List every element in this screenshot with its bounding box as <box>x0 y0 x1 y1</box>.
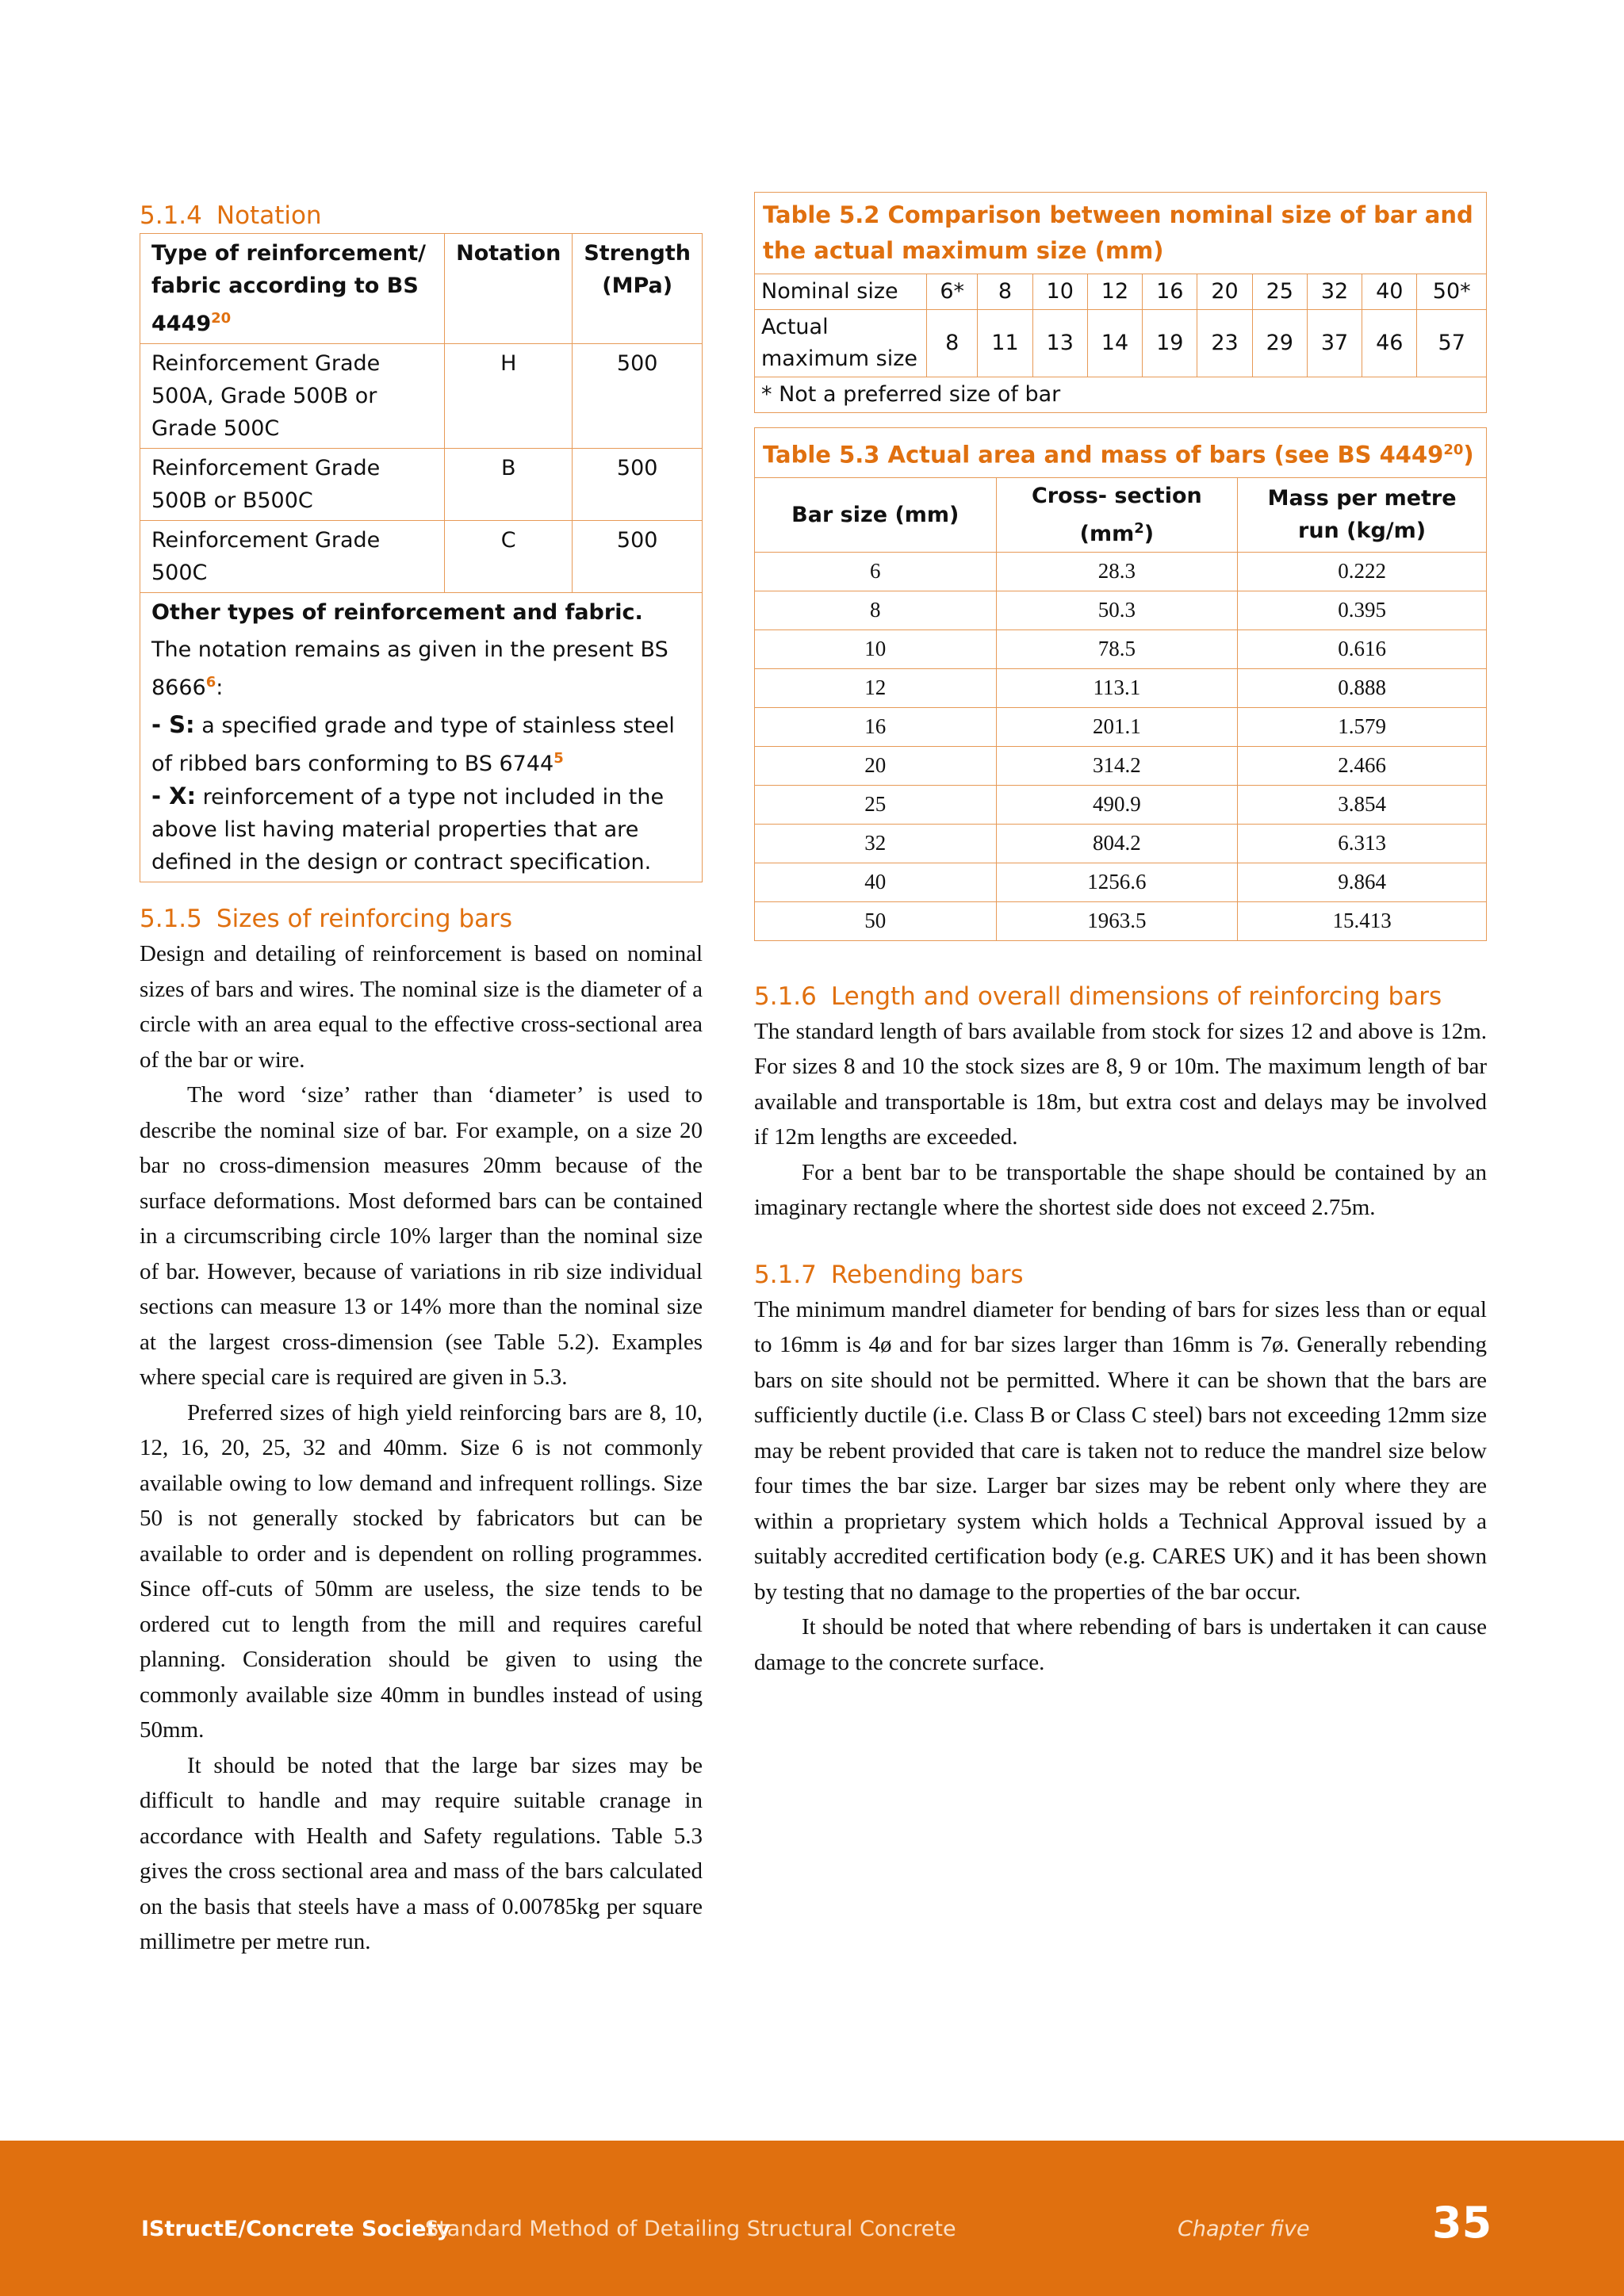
table-row <box>755 310 1487 377</box>
paragraph: It should be noted that the large bar sizes may be difficult to handle and may require suitable cranage in accordance with Health and Safety regulations. Table 5.3 gives the cross sectional area and mass of the bars calculated on the basis that steels have a mass of 0.00785kg per square millimetre per metre run. <box>140 1752 703 1954</box>
table-row <box>755 746 1487 785</box>
right-column <box>754 192 1487 1680</box>
notation-table-header <box>140 234 703 344</box>
cell-notation: C <box>445 521 573 593</box>
cell: 804.2 <box>996 824 1238 863</box>
section-heading-5-1-5: 5.1.5 Sizes of reinforcing bars <box>140 905 513 933</box>
paragraph: It should be noted that where rebending of bars is undertaken it can cause damage to the concrete surface. <box>754 1614 1487 1675</box>
page-number: 35 <box>1432 2198 1492 2248</box>
other-types-intro: The notation remains as given in the present BS 8666$^6$: <box>151 637 668 700</box>
paragraph: For a bent bar to be transportable the shape should be contained by an imaginary rectangle where the shortest side does not exceed 2.75m. <box>754 1159 1487 1221</box>
cell: 0.222 <box>1238 552 1487 591</box>
table-row <box>755 824 1487 863</box>
table-row <box>755 274 1487 310</box>
cell: 1963.5 <box>996 901 1238 940</box>
table-5-3-header <box>755 477 1487 552</box>
header-cross-section: Cross- section $(mm^2)$ <box>996 477 1238 552</box>
cell: 11 <box>978 310 1032 377</box>
header-bar-size: Bar size (mm) <box>755 477 997 552</box>
table-row <box>755 591 1487 629</box>
table-5-3-caption: Table 5.3 Actual area and mass of bars (see BS 4449$^{20}$) <box>755 428 1487 478</box>
cell: 8 <box>978 274 1032 310</box>
cell: 8 <box>927 310 978 377</box>
cell: 1256.6 <box>996 863 1238 901</box>
footer-chapter: Chapter five <box>1178 2217 1310 2241</box>
cell: 14 <box>1087 310 1142 377</box>
cell: 6 <box>755 552 997 591</box>
section-heading-5-1-4: 5.1.4 Notation <box>140 201 322 230</box>
cell: 10 <box>755 629 997 668</box>
cell: 490.9 <box>996 785 1238 824</box>
table-row <box>140 344 703 449</box>
cell: 46 <box>1362 310 1417 377</box>
cell: 32 <box>1307 274 1362 310</box>
cell: 23 <box>1197 310 1252 377</box>
table-5-3 <box>754 427 1487 941</box>
header-strength: Strength (MPa) <box>573 234 703 344</box>
table-5-2 <box>754 192 1487 413</box>
cell: 50* <box>1417 274 1487 310</box>
cell: 16 <box>755 707 997 746</box>
table-5-2-note: * Not a preferred size of bar <box>755 377 1487 413</box>
table-row <box>755 552 1487 591</box>
paragraph: Design and detailing of reinforcement is based on nominal sizes of bars and wires. The nominal size is the diameter of a circle with an area equal to the effective cross-sectional area of the bar or wire. <box>140 941 703 1073</box>
cell-strength: 500 <box>573 344 703 449</box>
header-mass: Mass per metre run (kg/m) <box>1238 477 1487 552</box>
footer-publisher: IStructE/Concrete Society <box>141 2217 451 2241</box>
notation-s-item: - S: a specified grade and type of stainless steel of ribbed bars conforming to BS 6744$^5$ <box>151 711 675 776</box>
cell: 6.313 <box>1238 824 1487 863</box>
cell-notation: B <box>445 449 573 521</box>
cell-strength: 500 <box>573 521 703 593</box>
row-label: Nominal size <box>755 274 927 310</box>
cell: 29 <box>1252 310 1307 377</box>
table-5-2-caption: Table 5.2 Comparison between nominal size of bar and the actual maximum size (mm) <box>755 193 1487 274</box>
table-row <box>755 629 1487 668</box>
cell: 28.3 <box>996 552 1238 591</box>
cell: 1.579 <box>1238 707 1487 746</box>
section-heading-5-1-7: 5.1.7 Rebending bars <box>754 1260 1024 1289</box>
cell: 25 <box>755 785 997 824</box>
cell: 20 <box>1197 274 1252 310</box>
cell-strength: 500 <box>573 449 703 521</box>
header-notation: Notation <box>445 234 573 344</box>
cell: 57 <box>1417 310 1487 377</box>
cell-type: Reinforcement Grade 500A, Grade 500B or Grade 500C <box>140 344 445 449</box>
row-label: Actual maximum size <box>755 310 927 377</box>
cell: 20 <box>755 746 997 785</box>
cell: 37 <box>1307 310 1362 377</box>
cell: 201.1 <box>996 707 1238 746</box>
header-type: Type of reinforcement/ fabric according to BS 4449$^{20}$ <box>140 234 445 344</box>
cell: 16 <box>1143 274 1197 310</box>
cell: 0.395 <box>1238 591 1487 629</box>
paragraph: Preferred sizes of high yield reinforcing bars are 8, 10, 12, 16, 20, 25, 32 and 40mm. Size 6 is not commonly available owing to low demand and infrequent rollings. Size 50 is not generally stocked by fabricators but can be available to order and is dependent on rolling programmes. Since off-cuts of 50mm are useless, the size tends to be ordered cut to length from the mill and requires careful planning. Consideration should be given to using the commonly available size 40mm in bundles instead of using 50mm. <box>140 1399 703 1743</box>
notation-table <box>140 233 703 882</box>
cell: 2.466 <box>1238 746 1487 785</box>
paragraph: The word ‘size’ rather than ‘diameter’ is used to describe the nominal size of bar. For example, on a size 20 bar no cross-dimension measures 20mm because of the surface deformations. Most deformed bars can be contained in a circumscribing circle 10% larger than the nominal size of bar. However, because of variations in rib size individual sections can measure 13 or 14% more than the nominal size at the largest cross-dimension (see Table 5.2). Examples where special care is required are given in 5.3. <box>140 1082 703 1390</box>
page-footer <box>0 2141 1624 2296</box>
other-types-row <box>140 593 703 882</box>
table-row <box>140 521 703 593</box>
left-column <box>140 198 703 1960</box>
cell: 25 <box>1252 274 1307 310</box>
cell: 113.1 <box>996 668 1238 707</box>
paragraph: The minimum mandrel diameter for bending of bars for sizes less than or equal to 16mm is 4ø and for bar sizes larger than 16mm is 7ø. Generally rebending bars on site should not be permitted. Where it can be shown that the bars are sufficiently ductile (i.e. Class B or Class C steel) bars not exceeding 12mm size may be rebent provided that care is taken not to reduce the mandrel size below four times the bar size. Larger bar sizes may be rebent only where they are within a proprietary system which holds a Technical Approval issued by a suitably accredited certification body (e.g. CARES UK) and it has been shown by testing that no damage to the properties of the bar occur. <box>754 1296 1487 1605</box>
cell: 78.5 <box>996 629 1238 668</box>
section-heading-5-1-6: 5.1.6 Length and overall dimensions of reinforcing bars <box>754 982 1442 1011</box>
cell: 13 <box>1032 310 1087 377</box>
table-row <box>755 707 1487 746</box>
cell: 19 <box>1143 310 1197 377</box>
other-types-cell <box>140 593 703 882</box>
cell: 0.616 <box>1238 629 1487 668</box>
table-row <box>140 449 703 521</box>
cell-type: Reinforcement Grade 500B or B500C <box>140 449 445 521</box>
cell: 12 <box>755 668 997 707</box>
cell: 40 <box>1362 274 1417 310</box>
cell: 3.854 <box>1238 785 1487 824</box>
cell: 12 <box>1087 274 1142 310</box>
cell: 6* <box>927 274 978 310</box>
cell-type: Reinforcement Grade 500C <box>140 521 445 593</box>
footer-document-title: Standard Method of Detailing Structural Concrete <box>425 2217 956 2241</box>
table-row <box>755 901 1487 940</box>
notation-x-item: - X: reinforcement of a type not included in the above list having material properties that are defined in the design or contract specification. <box>151 783 665 874</box>
table-row <box>755 668 1487 707</box>
other-types-title: Other types of reinforcement and fabric. <box>151 600 643 625</box>
cell: 40 <box>755 863 997 901</box>
cell: 15.413 <box>1238 901 1487 940</box>
cell: 50.3 <box>996 591 1238 629</box>
cell: 0.888 <box>1238 668 1487 707</box>
cell: 8 <box>755 591 997 629</box>
cell: 32 <box>755 824 997 863</box>
table-row <box>755 863 1487 901</box>
table-row <box>755 785 1487 824</box>
cell: 50 <box>755 901 997 940</box>
paragraph: The standard length of bars available from stock for sizes 12 and above is 12m. For sizes 8 and 10 the stock sizes are 8, 9 or 10m. The maximum length of bar available and transportable is 18m, but extra cost and delays may be involved if 12m lengths are exceeded. <box>754 1018 1487 1150</box>
cell: 314.2 <box>996 746 1238 785</box>
cell-notation: H <box>445 344 573 449</box>
cell: 10 <box>1032 274 1087 310</box>
cell: 9.864 <box>1238 863 1487 901</box>
